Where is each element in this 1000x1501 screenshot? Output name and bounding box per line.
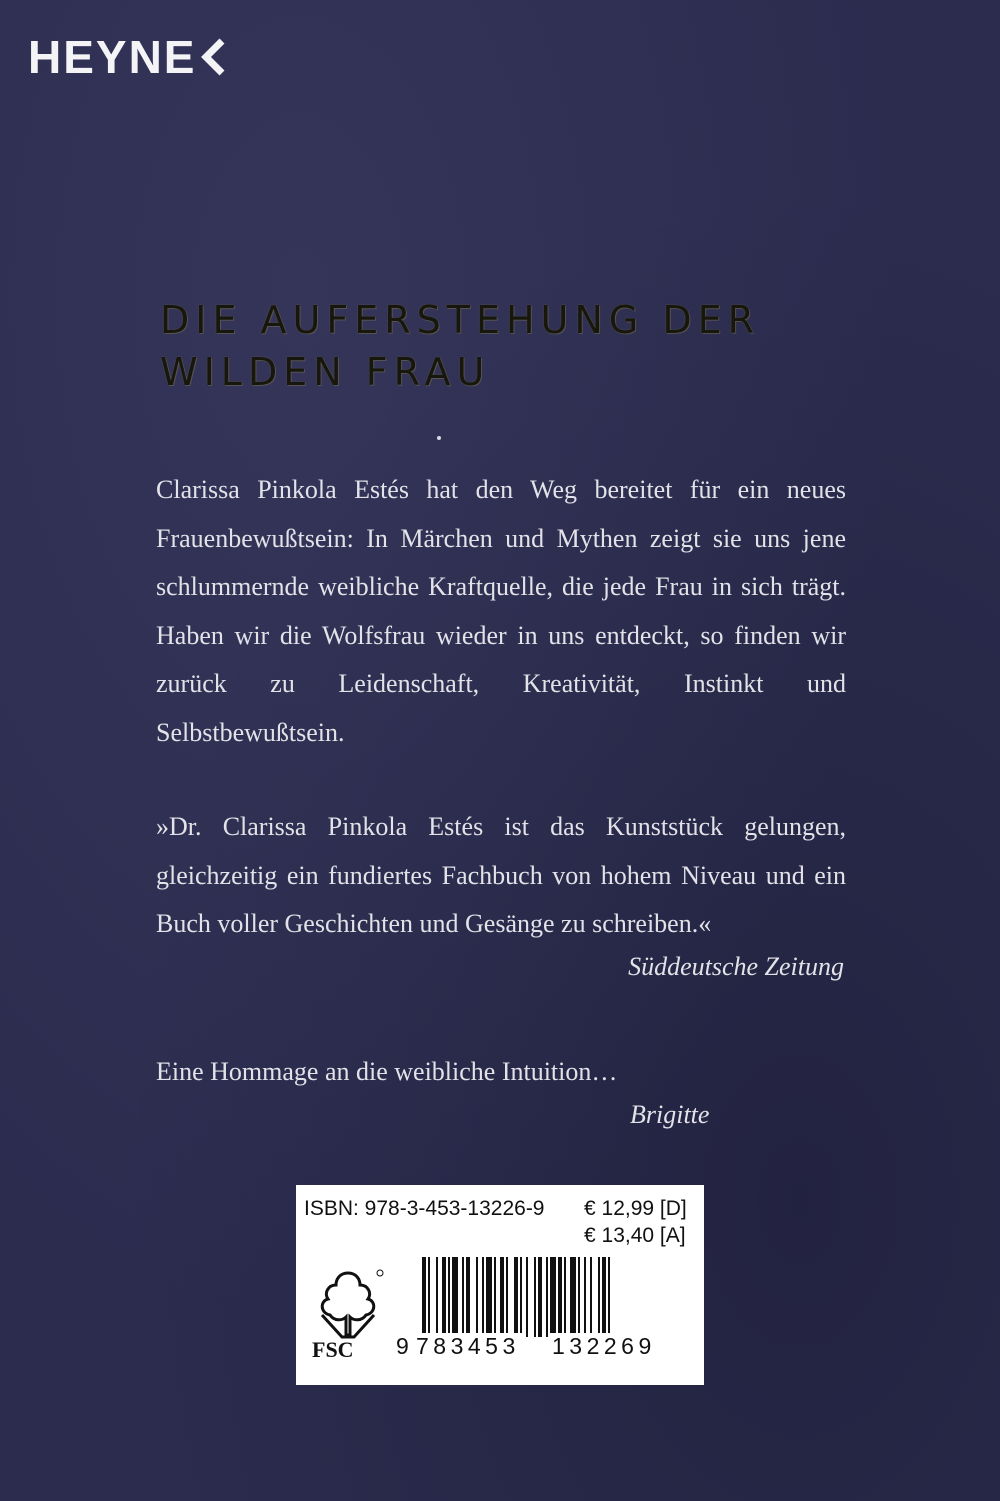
barcode-bar (564, 1257, 566, 1337)
barcode-bar (570, 1257, 576, 1337)
barcode-bar (476, 1257, 478, 1337)
review-source: Süddeutsche Zeitung (628, 952, 844, 981)
fsc-label: FSC (312, 1337, 354, 1362)
barcode-bar (482, 1257, 484, 1337)
publisher-name: HEYNE (28, 31, 197, 83)
barcode-bar (500, 1257, 504, 1337)
barcode-bar (494, 1257, 496, 1337)
barcode-bar (558, 1257, 562, 1337)
barcode-bar (442, 1257, 446, 1337)
barcode-bar (448, 1257, 450, 1337)
barcode-digits (396, 1333, 698, 1363)
barcode-bar (590, 1257, 592, 1337)
title-line-2: WILDEN FRAU (160, 350, 491, 394)
price-austria: € 13,40 [A] (584, 1224, 686, 1247)
isbn-text: ISBN: 978-3-453-13226-9 (304, 1197, 545, 1220)
title-line-1: DIE AUFERSTEHUNG DER (160, 298, 760, 342)
book-title (160, 294, 860, 398)
barcode-bar (466, 1257, 470, 1337)
barcode-digit-group-1: 783453 (416, 1333, 520, 1359)
barcode-label (296, 1185, 704, 1385)
review-quote: Eine Hommage an die weibliche Intuition… (156, 1057, 618, 1086)
barcode-bar (598, 1257, 600, 1337)
barcode-bar (486, 1257, 492, 1337)
barcode-bar (546, 1257, 548, 1337)
barcode-bar (514, 1257, 518, 1337)
review-quote: »Dr. Clarissa Pinkola Estés ist das Kunststück gelungen, gleichzeitig ein fundiertes Fachbuch von hohem Niveau und ein Buch voller Geschichten und Gesänge zu schreiben.« (156, 812, 846, 938)
barcode-bar (506, 1257, 508, 1337)
barcode-bar (584, 1257, 586, 1337)
review-source: Brigitte (630, 1100, 710, 1129)
blurb-paragraph: Clarissa Pinkola Estés hat den Weg bereitet für ein neues Frauenbewußtsein: In Märchen und Mythen zeigt sie uns jene schlummernde weibliche Kraftquelle, die jede Frau in sich trägt. Haben wir die Wolfsfrau wieder in uns entdeckt, so finden wir zurück zu Leidenschaft, Kreativität, Instinkt und Selbstbewußtsein. (156, 475, 846, 747)
decorative-dot (437, 436, 441, 440)
barcode-digit-lead: 9 (396, 1333, 414, 1359)
barcode-bar (534, 1257, 536, 1337)
barcode-bar (436, 1257, 438, 1337)
barcode-bar (452, 1257, 458, 1337)
barcode-bar (538, 1257, 542, 1337)
barcode-bar (578, 1257, 580, 1337)
barcode-bar (550, 1257, 556, 1337)
barcode-bar (602, 1257, 606, 1337)
price-germany: € 12,99 [D] (584, 1197, 687, 1220)
barcode-bar (462, 1257, 464, 1337)
publisher-logo (28, 30, 226, 84)
barcode-digit-group-2: 132269 (552, 1333, 656, 1359)
chevron-left-icon (200, 37, 226, 77)
barcode-bar (526, 1257, 528, 1337)
